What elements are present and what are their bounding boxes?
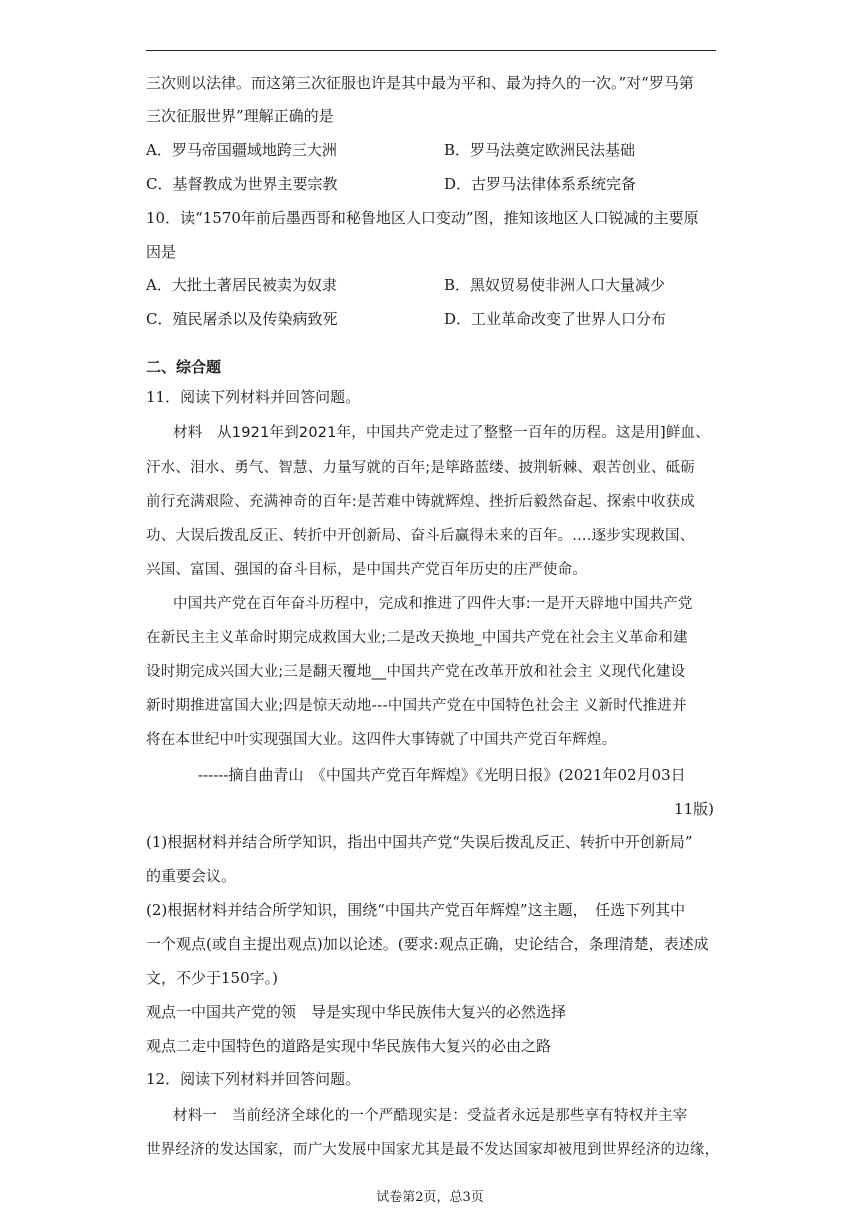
- q11-sub1-line-1: (1)根据材料并结合所学知识，指出中国共产党“失误后拨乱反正、转折中开创新局”: [146, 833, 693, 851]
- q10-option-b: B．黑奴贸易使非洲人口大量减少: [444, 276, 666, 294]
- q9-line-2: 三次征服世界”理解正确的是: [146, 107, 334, 125]
- q11-material-line: 前行充满艰险、充满神奇的百年:是苦难中铸就辉煌、挫折后毅然奋起、探索中收获成: [146, 494, 695, 510]
- q11-material-line: 将在本世纪中叶实现强国大业。这四件大事铸就了中国共产党百年辉煌。: [146, 732, 617, 748]
- q11-sub2-line-1: (2)根据材料并结合所学知识，围绕“中国共产党百年辉煌”这主题， 任选下列其中: [146, 901, 686, 919]
- q11-sub1-line-2: 的重要会议。: [146, 867, 237, 885]
- q11-material-line: 兴国、富国、强国的奋斗目标，是中国共产党百年历史的庄严使命。: [146, 562, 587, 578]
- q9-option-b: B．罗马法奠定欧洲民法基础: [444, 141, 636, 159]
- q11-stem: 11．阅读下列材料并回答问题。: [146, 388, 361, 406]
- q11-material-line: 功、大误后拨乱反正、转折中开创新局、奋斗后赢得未来的百年。....逐步实现救国、: [146, 528, 695, 544]
- q10-option-a: A．大批土著居民被卖为奴隶: [146, 276, 337, 294]
- q11-material-line: 汗水、泪水、勇气、智慧、力量写就的百年;是筚路蓝缕、披荆斩棘、艰苦创业、砥砺: [146, 460, 695, 476]
- q11-sub2-line-2: 一个观点(或自主提出观点)加以论述。(要求:观点正确，史论结合，条理清楚，表述成: [146, 935, 709, 953]
- q11-viewpoint-1: 观点一中国共产党的领 导是实现中华民族伟大复兴的必然选择: [146, 1003, 567, 1021]
- q9-option-d: D．古罗马法律体系系统完备: [444, 175, 637, 193]
- q11-material-line: 中国共产党在百年奋斗历程中，完成和推进了四件大事:一是开天辟地中国共产党: [173, 596, 693, 612]
- q10-option-d: D．工业革命改变了世界人口分布: [444, 310, 667, 328]
- q11-material-line: 新时期推进富国大业;四是惊天动地---中国共产党在中国特色社会主 义新时代推进并: [146, 698, 687, 714]
- q11-source-line-2: 11版): [674, 800, 714, 818]
- q12-stem: 12．阅读下列材料并回答问题。: [146, 1070, 361, 1088]
- header-rule: [146, 50, 716, 51]
- q11-source-line-1: ------摘自曲青山 《中国共产党百年辉煌》《光明日报》(2021年02月03日: [198, 766, 686, 784]
- q9-line-1: 三次则以法律。而这第三次征服也许是其中最为平和、最为持久的一次。”对“罗马第: [146, 74, 694, 92]
- q9-option-c: C．基督教成为世界主要宗教: [146, 175, 338, 193]
- q11-material-line: 在新民主主义革命时期完成救国大业;二是改天换地_中国共产党在社会主义革命和建: [146, 630, 688, 646]
- q11-material-line: 材料 从1921年到2021年，中国共产党走过了整整一百年的历程。这是用]鲜血、: [173, 425, 710, 441]
- q10-line-2: 因是: [146, 243, 177, 261]
- q10-line-1: 10．读“1570年前后墨西哥和秘鲁地区人口变动”图，推知该地区人口锐减的主要原: [146, 209, 699, 227]
- q12-material-line-1: 材料一 当前经济全球化的一个严酷现实是：受益者永远是那些享有特权并主宰: [173, 1108, 688, 1124]
- q11-sub2-line-3: 文，不少于150字。): [146, 969, 278, 987]
- q12-material-line-2: 世界经济的发达国家，而广大发展中国家尤其是最不发达国家却被甩到世界经济的边缘，: [146, 1142, 720, 1158]
- q11-material-line: 设时期完成兴国大业;三是翻天覆地__中国共产党在改革开放和社会主 义现代化建设: [146, 664, 686, 680]
- page-footer: 试卷第2页，总3页: [376, 1190, 484, 1205]
- q11-viewpoint-2: 观点二走中国特色的道路是实现中华民族伟大复兴的必由之路: [146, 1037, 552, 1055]
- q10-option-c: C．殖民屠杀以及传染病致死: [146, 310, 338, 328]
- q9-option-a: A．罗马帝国疆域地跨三大洲: [146, 141, 337, 159]
- section-title: 二、综合题: [146, 358, 222, 376]
